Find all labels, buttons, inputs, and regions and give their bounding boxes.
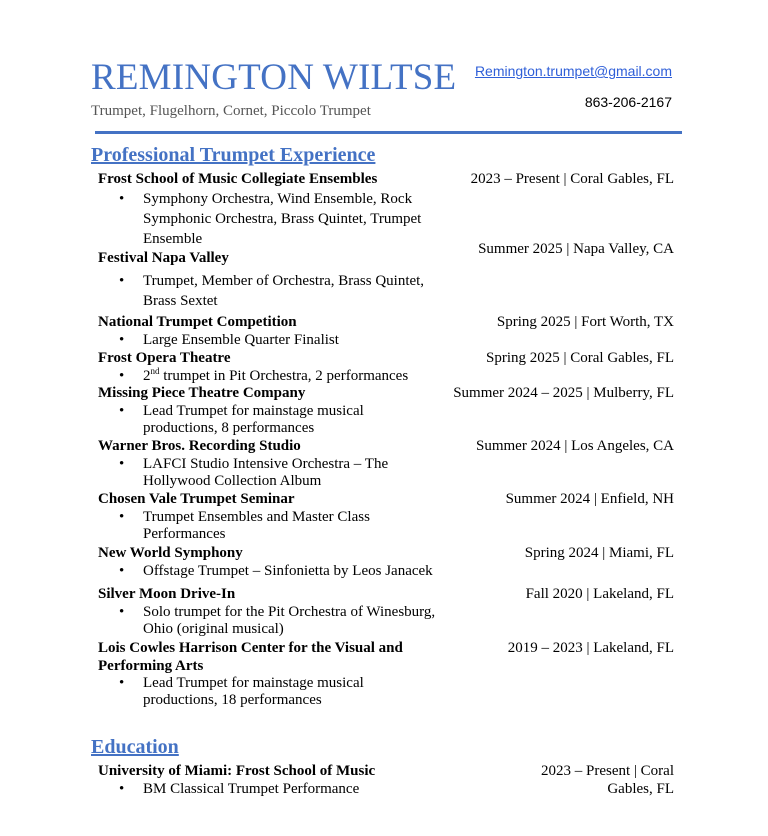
entry-date-location: Summer 2024 | Enfield, NH — [505, 491, 674, 507]
entry-org: Chosen Vale Trumpet Seminar — [98, 491, 295, 507]
entry-date-location: Spring 2025 | Fort Worth, TX — [496, 314, 674, 330]
entry-org: Frost School of Music Collegiate Ensembles — [98, 171, 378, 187]
entry-bullet: • 2nd trumpet in Pit Orchestra, 2 performances — [143, 367, 438, 385]
instruments-subtitle: Trumpet, Flugelhorn, Cornet, Piccolo Trumpet — [91, 103, 371, 119]
entry-org: Festival Napa Valley — [98, 250, 229, 266]
experience-heading: Professional Trumpet Experience — [91, 144, 376, 166]
entry-org: Warner Bros. Recording Studio — [98, 438, 301, 454]
email-link[interactable]: Remington.trumpet@gmail.com — [474, 63, 672, 79]
entry-date-location: 2019 – 2023 | Lakeland, FL — [507, 640, 674, 656]
entry-date-location: Summer 2025 | Napa Valley, CA — [478, 241, 674, 257]
header-divider — [95, 131, 682, 134]
entry-bullet: • Offstage Trumpet – Sinfonietta by Leos Janacek — [143, 562, 438, 580]
entry-date-location: Spring 2024 | Miami, FL — [524, 545, 674, 561]
entry-org: Lois Cowles Harrison Center for the Visual and Performing Arts — [98, 640, 403, 674]
entry-org: Silver Moon Drive-In — [98, 586, 236, 602]
entry-bullet: • Large Ensemble Quarter Finalist — [143, 331, 438, 349]
entry-org: University of Miami: Frost School of Music — [98, 763, 376, 779]
education-heading: Education — [91, 736, 179, 758]
entry-bullet: • Symphony Orchestra, Wind Ensemble, Rock Symphonic Orchestra, Brass Quintet, Trumpet Ensemble — [143, 189, 438, 249]
entry-org: Missing Piece Theatre Company — [98, 385, 306, 401]
entry-date-location: Spring 2025 | Coral Gables, FL — [486, 350, 674, 366]
entry-org: New World Symphony — [98, 545, 243, 561]
entry-date-location: Summer 2024 – 2025 | Mulberry, FL — [453, 385, 674, 401]
resume-name: REMINGTON WILTSE — [91, 57, 457, 98]
entry-date-location: Fall 2020 | Lakeland, FL — [525, 586, 674, 602]
entry-bullet: • Trumpet, Member of Orchestra, Brass Quintet, Brass Sextet — [143, 271, 438, 311]
entry-bullet: • Lead Trumpet for mainstage musical productions, 18 performances — [143, 675, 438, 709]
entry-date-location: Summer 2024 | Los Angeles, CA — [476, 438, 674, 454]
entry-bullet: • Trumpet Ensembles and Master Class Performances — [143, 509, 438, 543]
phone-number: 863-206-2167 — [584, 94, 672, 110]
entry-bullet: • Solo trumpet for the Pit Orchestra of Winesburg, Ohio (original musical) — [143, 604, 438, 638]
entry-bullet: • LAFCI Studio Intensive Orchestra – The Hollywood Collection Album — [143, 456, 438, 490]
entry-date-location: 2023 – Present | Coral Gables, FL — [470, 171, 674, 187]
entry-org: National Trumpet Competition — [98, 314, 297, 330]
entry-date-location: 2023 – Present | Coral Gables, FL — [541, 763, 674, 797]
entry-bullet: • Lead Trumpet for mainstage musical productions, 8 performances — [143, 403, 438, 437]
entry-org: Frost Opera Theatre — [98, 350, 231, 366]
entry-bullet: • BM Classical Trumpet Performance — [143, 780, 438, 798]
